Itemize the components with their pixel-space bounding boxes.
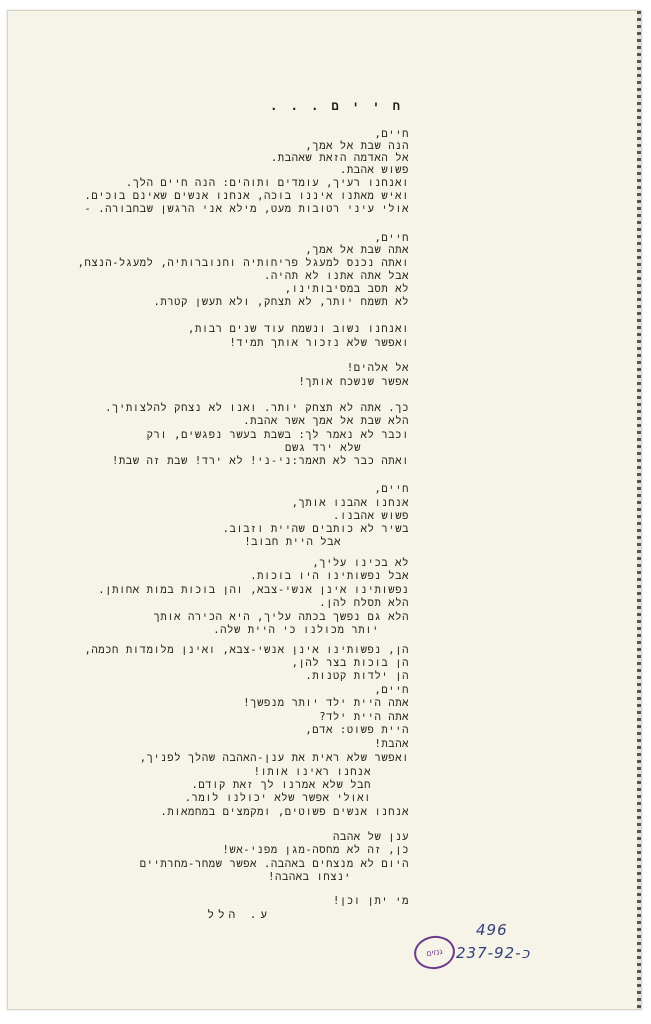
- poem-line: ואנחנו רעיך, עומדים ותוהים: הנה חיים הלך.: [125, 177, 409, 189]
- poem-title: ח י י ם . . .: [270, 99, 403, 113]
- poem-line: היום לא מנצחים באהבה. אפשר שמחר-מחרתיים: [139, 858, 409, 870]
- poem-line: אבל נפשותינו היו בוכות.: [250, 570, 409, 582]
- poem-line: אל אלהים!: [346, 362, 409, 374]
- poem-line: וכבר לא נאמר לך: בשבת בעשר נפגשים, ורק: [146, 429, 409, 441]
- poem-line: אבל אתה אתנו לא תהיה.: [263, 270, 409, 282]
- poem-line: לא תסב במסיבותינו,: [284, 283, 409, 295]
- poem-line: אל האדמה הזאת שאהבת.: [270, 152, 409, 164]
- poem-line: אתה היית ילד?: [319, 711, 409, 723]
- poem: [8, 11, 641, 1009]
- author-signature: ע. הלל: [207, 908, 271, 921]
- poem-line: נפשותינו אינן אנשי-צבא, והן בוכות במות אחותן.: [98, 584, 409, 596]
- archive-stamp-label: גנזים: [425, 946, 444, 959]
- poem-line: כך. אתה לא תצחק יותר. ואנו לא נצחק להלצותיך.: [105, 402, 409, 414]
- poem-line: ואפשר שלא נזכור אותך תמיד!: [229, 337, 409, 349]
- poem-line: פשוש אהבנו.: [333, 510, 409, 522]
- poem-line: לא תשמח יותר, לא תצחק, ולא תעשן קטרת.: [153, 296, 409, 308]
- poem-line: הן ילדות קטנות.: [305, 670, 409, 682]
- poem-line: ינצחו באהבה!: [268, 871, 351, 883]
- poem-line: הלא גם נפשך בכתה עליך, היא הכירה אותך: [153, 611, 409, 623]
- poem-line: ואנחנו נשוב ונשמח עוד שנים רבות,: [188, 323, 409, 335]
- poem-line: אפשר שנשכח אותך!: [298, 376, 409, 388]
- poem-line: הנה שבת אל אמך,: [305, 140, 409, 152]
- poem-line: חיים,: [374, 684, 409, 696]
- poem-line: אתה שבת אל אמך,: [305, 244, 409, 256]
- page-number: 496: [476, 921, 508, 939]
- poem-line: פשוש אהבת.: [339, 164, 409, 176]
- poem-line: חבל שלא אמרנו לך זאת קודם.: [191, 779, 371, 791]
- poem-line: בשיר לא כותבים שהיית וזבוב.: [222, 523, 409, 535]
- poem-line: אנחנו אנשים פשוטים, ומקמצים במחמאות.: [160, 806, 409, 818]
- poem-line: חיים,: [374, 483, 409, 495]
- poem-line: שלא ירד גשם: [285, 442, 361, 454]
- poem-line: חיים,: [374, 128, 409, 140]
- poem-line: לא בכינו עליך,: [312, 557, 409, 569]
- document-page: [7, 10, 642, 1010]
- poem-line: הלא שבת אל אמך אשר אהבת.: [243, 415, 409, 427]
- poem-line: אולי עיני רטובות מעט, מילא אני הרגשן שבחבורה. -: [84, 203, 409, 215]
- poem-line: אהבת!: [374, 738, 409, 750]
- poem-line: ואפשר שלא ראית את ענן-האהבה שהלך לפניך,: [139, 752, 409, 764]
- poem-line: אנחנו ראינו אותו!: [253, 766, 371, 778]
- poem-line: היית פשוט: אדם,: [305, 724, 409, 736]
- poem-line: ענן של אהבה: [333, 831, 409, 843]
- poem-line: אנחנו אהבנו אותך,: [291, 497, 409, 509]
- poem-line: הן בוכות בצר להן,: [291, 657, 409, 669]
- poem-line: מי יתן וכן!: [333, 895, 409, 907]
- poem-line: יותר מכולנו כי היית שלה.: [213, 624, 379, 636]
- poem-line: חיים,: [374, 232, 409, 244]
- poem-line: הלא תסלח להן.: [319, 597, 409, 609]
- poem-line: ואתה כבר לא תאמר:ני-ני! לא ירד! שבת זה שבת!: [111, 455, 409, 467]
- poem-line: כן, זה לא מחסה-מגן מפני-אש!: [222, 844, 409, 856]
- poem-line: ואולי אפשר שלא יכולנו לומר.: [184, 792, 371, 804]
- poem-line: אתה היית ילד יותר מנפשך!: [243, 697, 409, 709]
- poem-line: ואתה נכנס למעגל פריחותיה וחנוברותיה, למעגל-הנצח,: [77, 257, 409, 269]
- poem-line: הן, נפשותינו אינן אנשי-צבא, ואינן מלומדות חכמה,: [84, 644, 409, 656]
- catalog-number: 237-92-כ: [456, 944, 531, 962]
- poem-line: אבל היית חבוב!: [244, 536, 341, 548]
- poem-line: ואיש מאתנו איננו בוכה, אנחנו אנשים שאינם בוכים.: [84, 190, 409, 202]
